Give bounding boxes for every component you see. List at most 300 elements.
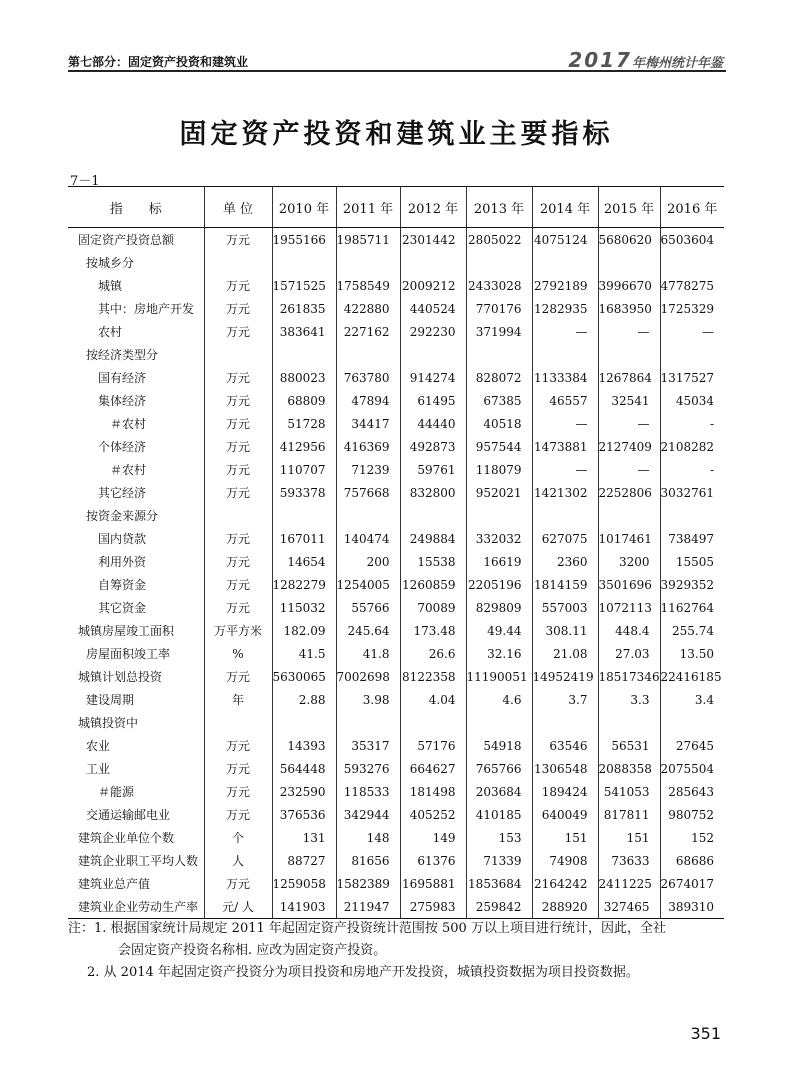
row-value-cell: 73633	[598, 849, 660, 872]
row-indicator-name: 城镇	[98, 279, 123, 293]
row-value-cell	[660, 343, 724, 366]
row-value-cell: 203684	[466, 780, 532, 803]
table-row	[68, 366, 724, 389]
row-value-cell: 829809	[466, 596, 532, 619]
row-indicator-name: 农业	[86, 739, 111, 753]
row-value-cell	[400, 504, 466, 527]
row-value-cell: —	[532, 320, 598, 343]
row-unit: 万元	[204, 297, 272, 320]
row-value-cell: 1254005	[336, 573, 400, 596]
row-value-cell: 4.6	[466, 688, 532, 711]
row-value-cell: 2805022	[466, 228, 532, 252]
row-unit: 万元	[204, 757, 272, 780]
row-value-cell	[598, 251, 660, 274]
header-year: 2012 年	[400, 187, 466, 228]
row-value-cell: 492873	[400, 435, 466, 458]
row-value-cell: 4075124	[532, 228, 598, 252]
row-value-cell: 817811	[598, 803, 660, 826]
row-indicator-name: 交通运输邮电业	[86, 808, 171, 822]
table-row	[68, 389, 724, 412]
row-unit: 万元	[204, 228, 272, 252]
page-title: 固定资产投资和建筑业主要指标	[179, 119, 614, 150]
row-value-cell	[466, 711, 532, 734]
row-value-cell: 763780	[336, 366, 400, 389]
row-value-cell	[466, 343, 532, 366]
row-value-cell: 8122358	[400, 665, 466, 688]
row-value-cell: 1162764	[660, 596, 724, 619]
row-unit: %	[204, 642, 272, 665]
row-value-cell: 1683950	[598, 297, 660, 320]
row-indicator-name: 利用外资	[98, 555, 147, 569]
row-indicator-name: 工业	[86, 762, 111, 776]
row-value-cell: 765766	[466, 757, 532, 780]
row-indicator-name: 国有经济	[98, 371, 147, 385]
row-value-cell: —	[532, 412, 598, 435]
row-value-cell	[272, 251, 336, 274]
row-indicator-name: 建筑业总产值	[78, 877, 151, 891]
row-value-cell: 5680620	[598, 228, 660, 252]
row-unit: 个	[204, 826, 272, 849]
row-value-cell	[336, 343, 400, 366]
row-value-cell: 1695881	[400, 872, 466, 895]
row-value-cell: 1267864	[598, 366, 660, 389]
book-year: 2017	[568, 48, 632, 72]
row-value-cell: 173.48	[400, 619, 466, 642]
row-indicator-name: 个体经济	[98, 440, 147, 454]
row-unit: 万元	[204, 458, 272, 481]
row-unit: 万元	[204, 320, 272, 343]
row-indicator-name: 城镇投资中	[78, 716, 139, 730]
row-value-cell: 1571525	[272, 274, 336, 297]
row-value-cell: 2164242	[532, 872, 598, 895]
row-value-cell: 118079	[466, 458, 532, 481]
row-value-cell: 27645	[660, 734, 724, 757]
table-row	[68, 688, 724, 711]
row-value-cell: —	[532, 458, 598, 481]
row-unit: 元/ 人	[204, 895, 272, 919]
row-value-cell: 389310	[660, 895, 724, 919]
row-value-cell	[598, 343, 660, 366]
row-value-cell: 914274	[400, 366, 466, 389]
header-year: 2015 年	[598, 187, 660, 228]
row-value-cell: 261835	[272, 297, 336, 320]
row-value-cell: 15538	[400, 550, 466, 573]
table-row	[68, 504, 724, 527]
table-row	[68, 251, 724, 274]
table-number: 7－1	[70, 174, 100, 189]
table-row	[68, 895, 724, 919]
row-value-cell: 1955166	[272, 228, 336, 252]
row-value-cell: 7002698	[336, 665, 400, 688]
row-value-cell: 383641	[272, 320, 336, 343]
row-unit	[204, 504, 272, 527]
row-value-cell	[598, 711, 660, 734]
row-value-cell: 81656	[336, 849, 400, 872]
row-value-cell: 376536	[272, 803, 336, 826]
row-value-cell: 151	[598, 826, 660, 849]
row-value-cell: 371994	[466, 320, 532, 343]
row-value-cell: 2792189	[532, 274, 598, 297]
row-value-cell: 564448	[272, 757, 336, 780]
row-value-cell: 1259058	[272, 872, 336, 895]
row-value-cell: 46557	[532, 389, 598, 412]
footnotes	[68, 918, 728, 984]
table-row	[68, 527, 724, 550]
row-value-cell	[466, 251, 532, 274]
row-value-cell: 59761	[400, 458, 466, 481]
row-value-cell: 952021	[466, 481, 532, 504]
row-value-cell: 41.8	[336, 642, 400, 665]
row-value-cell: 88727	[272, 849, 336, 872]
row-value-cell: 151	[532, 826, 598, 849]
row-value-cell: 32.16	[466, 642, 532, 665]
row-value-cell: 2009212	[400, 274, 466, 297]
row-value-cell: 182.09	[272, 619, 336, 642]
row-unit: 年	[204, 688, 272, 711]
row-value-cell: 422880	[336, 297, 400, 320]
row-unit: 万元	[204, 872, 272, 895]
row-value-cell: 259842	[466, 895, 532, 919]
row-unit: 万元	[204, 527, 272, 550]
row-value-cell: 3929352	[660, 573, 724, 596]
row-value-cell: 275983	[400, 895, 466, 919]
row-value-cell: 71339	[466, 849, 532, 872]
row-value-cell	[532, 711, 598, 734]
row-value-cell: 770176	[466, 297, 532, 320]
row-value-cell: 15505	[660, 550, 724, 573]
row-value-cell: 32541	[598, 389, 660, 412]
row-value-cell: 140474	[336, 527, 400, 550]
row-value-cell: 288920	[532, 895, 598, 919]
table-row	[68, 297, 724, 320]
row-value-cell: 44440	[400, 412, 466, 435]
table-row	[68, 826, 724, 849]
row-unit: 万元	[204, 435, 272, 458]
row-value-cell: 1725329	[660, 297, 724, 320]
row-indicator-name: 城镇房屋竣工面积	[78, 624, 175, 638]
row-value-cell: 3.7	[532, 688, 598, 711]
row-value-cell: 3.98	[336, 688, 400, 711]
section-header: 第七部分：固定资产投资和建筑业	[68, 55, 249, 69]
row-value-cell: 67385	[466, 389, 532, 412]
table-row	[68, 849, 724, 872]
row-value-cell	[336, 711, 400, 734]
row-value-cell: 41.5	[272, 642, 336, 665]
row-indicator-name: 集体经济	[98, 394, 147, 408]
row-indicator-name: ＃能源	[98, 785, 135, 799]
row-value-cell: 18517346	[598, 665, 660, 688]
row-value-cell: 1421302	[532, 481, 598, 504]
table-row	[68, 228, 724, 252]
row-value-cell: 70089	[400, 596, 466, 619]
row-value-cell: 110707	[272, 458, 336, 481]
row-value-cell: 980752	[660, 803, 724, 826]
row-unit: 万元	[204, 274, 272, 297]
row-value-cell: 55766	[336, 596, 400, 619]
row-value-cell	[532, 504, 598, 527]
table-row	[68, 320, 724, 343]
row-value-cell: 2205196	[466, 573, 532, 596]
row-value-cell: 47894	[336, 389, 400, 412]
row-value-cell: 627075	[532, 527, 598, 550]
row-value-cell: -	[660, 412, 724, 435]
row-value-cell: 448.4	[598, 619, 660, 642]
row-value-cell: 255.74	[660, 619, 724, 642]
row-value-cell: 3.3	[598, 688, 660, 711]
row-unit: 万元	[204, 734, 272, 757]
row-value-cell: 2674017	[660, 872, 724, 895]
row-value-cell: 11190051	[466, 665, 532, 688]
row-value-cell: 149	[400, 826, 466, 849]
row-value-cell: 327465	[598, 895, 660, 919]
row-indicator-name: 建设周期	[86, 693, 135, 707]
row-value-cell: 152	[660, 826, 724, 849]
row-value-cell: 115032	[272, 596, 336, 619]
row-value-cell: 2411225	[598, 872, 660, 895]
row-unit: 万元	[204, 366, 272, 389]
row-unit: 万元	[204, 803, 272, 826]
row-indicator-name: 房屋面积竣工率	[86, 647, 171, 661]
row-value-cell: 71239	[336, 458, 400, 481]
row-value-cell	[336, 504, 400, 527]
row-value-cell: 14952419	[532, 665, 598, 688]
row-indicator-name: 其它经济	[98, 486, 147, 500]
row-value-cell: 342944	[336, 803, 400, 826]
row-indicator-name: 按城乡分	[86, 256, 135, 270]
table-row	[68, 780, 724, 803]
row-value-cell: 148	[336, 826, 400, 849]
row-value-cell: 4778275	[660, 274, 724, 297]
row-value-cell: 49.44	[466, 619, 532, 642]
row-unit: 人	[204, 849, 272, 872]
table-header-row	[68, 187, 724, 228]
header-year: 2010 年	[272, 187, 336, 228]
row-value-cell: 640049	[532, 803, 598, 826]
row-value-cell	[400, 711, 466, 734]
note-2: 2. 从 2014 年起固定资产投资分为项目投资和房地产开发投资，城镇投资数据为项目投资数据。	[87, 965, 639, 980]
row-value-cell: 63546	[532, 734, 598, 757]
row-value-cell: 61376	[400, 849, 466, 872]
table-row	[68, 711, 724, 734]
table-row	[68, 596, 724, 619]
row-value-cell: 35317	[336, 734, 400, 757]
indicators-table	[68, 186, 724, 919]
row-value-cell: 2433028	[466, 274, 532, 297]
row-value-cell	[660, 251, 724, 274]
row-value-cell: 45034	[660, 389, 724, 412]
row-value-cell: 74908	[532, 849, 598, 872]
row-value-cell: 1473881	[532, 435, 598, 458]
page-number: 351	[690, 1024, 721, 1043]
row-value-cell: 21.08	[532, 642, 598, 665]
row-value-cell: 1814159	[532, 573, 598, 596]
row-value-cell: 440524	[400, 297, 466, 320]
row-value-cell: 34417	[336, 412, 400, 435]
row-value-cell: 2088358	[598, 757, 660, 780]
book-title-header	[568, 48, 723, 72]
header-year: 2016 年	[660, 187, 724, 228]
row-value-cell: 232590	[272, 780, 336, 803]
row-value-cell: 828072	[466, 366, 532, 389]
row-value-cell: 738497	[660, 527, 724, 550]
row-value-cell: 227162	[336, 320, 400, 343]
row-unit: 万元	[204, 481, 272, 504]
row-value-cell: 2360	[532, 550, 598, 573]
row-value-cell: —	[598, 320, 660, 343]
table-row	[68, 412, 724, 435]
table-row	[68, 274, 724, 297]
table-row	[68, 734, 724, 757]
row-value-cell	[400, 343, 466, 366]
row-value-cell: —	[660, 320, 724, 343]
header-indicator: 指 标	[68, 187, 204, 228]
row-value-cell: 412956	[272, 435, 336, 458]
table-row	[68, 435, 724, 458]
row-value-cell: 285643	[660, 780, 724, 803]
row-value-cell	[660, 711, 724, 734]
row-unit	[204, 251, 272, 274]
row-value-cell: 16619	[466, 550, 532, 573]
row-value-cell: 249884	[400, 527, 466, 550]
row-indicator-name: 建筑企业职工平均人数	[78, 854, 199, 868]
row-value-cell: 664627	[400, 757, 466, 780]
row-value-cell: 13.50	[660, 642, 724, 665]
row-value-cell: 332032	[466, 527, 532, 550]
table-row	[68, 757, 724, 780]
row-value-cell: 405252	[400, 803, 466, 826]
row-value-cell: 1306548	[532, 757, 598, 780]
table-row	[68, 642, 724, 665]
row-value-cell: 3032761	[660, 481, 724, 504]
row-value-cell: 1758549	[336, 274, 400, 297]
row-value-cell	[272, 711, 336, 734]
book-title: 年梅州统计年鉴	[631, 56, 723, 71]
row-value-cell: 416369	[336, 435, 400, 458]
row-unit: 万元	[204, 596, 272, 619]
row-value-cell: 1282935	[532, 297, 598, 320]
row-unit: 万平方米	[204, 619, 272, 642]
row-value-cell: 6503604	[660, 228, 724, 252]
row-value-cell: 3996670	[598, 274, 660, 297]
row-value-cell: 167011	[272, 527, 336, 550]
header-year: 2011 年	[336, 187, 400, 228]
row-value-cell: 56531	[598, 734, 660, 757]
row-value-cell: 2301442	[400, 228, 466, 252]
row-value-cell: 1282279	[272, 573, 336, 596]
row-value-cell: 410185	[466, 803, 532, 826]
row-indicator-name: 自筹资金	[98, 578, 147, 592]
row-value-cell: 1985711	[336, 228, 400, 252]
row-value-cell: 832800	[400, 481, 466, 504]
row-value-cell: 131	[272, 826, 336, 849]
row-indicator-name: 固定资产投资总额	[78, 233, 175, 247]
row-value-cell	[532, 251, 598, 274]
row-value-cell: 1260859	[400, 573, 466, 596]
row-value-cell: 141903	[272, 895, 336, 919]
row-value-cell: -	[660, 458, 724, 481]
row-value-cell	[466, 504, 532, 527]
row-value-cell: 2127409	[598, 435, 660, 458]
table-body	[68, 228, 724, 919]
row-value-cell	[336, 251, 400, 274]
row-value-cell: 68809	[272, 389, 336, 412]
row-indicator-name: 建筑业企业劳动生产率	[68, 895, 204, 919]
row-indicator-name: 按资金来源分	[86, 509, 159, 523]
header-year: 2013 年	[466, 187, 532, 228]
row-indicator-name: 建筑企业单位个数	[78, 831, 175, 845]
row-value-cell: 957544	[466, 435, 532, 458]
table-row	[68, 550, 724, 573]
row-value-cell: 593378	[272, 481, 336, 504]
row-value-cell: 1133384	[532, 366, 598, 389]
row-indicator-name: 其它资金	[98, 601, 147, 615]
row-value-cell: 54918	[466, 734, 532, 757]
row-value-cell: 61495	[400, 389, 466, 412]
row-indicator-name: 按经济类型分	[86, 348, 159, 362]
row-value-cell: 292230	[400, 320, 466, 343]
row-indicator-name: ＃农村	[110, 417, 147, 431]
note-1-cont: 会固定资产投资名称相. 应改为固定资产投资。	[118, 943, 387, 958]
row-value-cell	[272, 343, 336, 366]
row-unit: 万元	[204, 665, 272, 688]
row-indicator-name: 国内贷款	[98, 532, 147, 546]
row-value-cell: 2108282	[660, 435, 724, 458]
row-value-cell: —	[598, 458, 660, 481]
row-value-cell: 5630065	[272, 665, 336, 688]
header-year: 2014 年	[532, 187, 598, 228]
row-value-cell: 40518	[466, 412, 532, 435]
row-value-cell: 118533	[336, 780, 400, 803]
row-value-cell	[400, 251, 466, 274]
table-row	[68, 573, 724, 596]
table-row	[68, 665, 724, 688]
row-value-cell	[272, 504, 336, 527]
note-1: 注：1. 根据国家统计局规定 2011 年起固定资产投资统计范围按 500 万以上项目进行统计，因此，全社	[68, 921, 666, 936]
row-value-cell: 593276	[336, 757, 400, 780]
row-value-cell: 2252806	[598, 481, 660, 504]
row-unit: 万元	[204, 389, 272, 412]
row-value-cell: 57176	[400, 734, 466, 757]
row-value-cell: 2075504	[660, 757, 724, 780]
row-unit: 万元	[204, 550, 272, 573]
row-value-cell: 308.11	[532, 619, 598, 642]
row-value-cell: 181498	[400, 780, 466, 803]
row-value-cell: 200	[336, 550, 400, 573]
row-value-cell	[660, 504, 724, 527]
row-value-cell: 1317527	[660, 366, 724, 389]
row-value-cell: 2.88	[272, 688, 336, 711]
row-value-cell: 211947	[336, 895, 400, 919]
row-unit: 万元	[204, 780, 272, 803]
row-indicator-name: ＃农村	[110, 463, 147, 477]
row-value-cell	[532, 343, 598, 366]
row-value-cell: 153	[466, 826, 532, 849]
row-value-cell: 27.03	[598, 642, 660, 665]
row-unit	[204, 343, 272, 366]
table-row	[68, 872, 724, 895]
row-indicator-name: 农村	[98, 325, 123, 339]
row-value-cell: 51728	[272, 412, 336, 435]
row-indicator-name: 其中：房地产开发	[98, 302, 195, 316]
table-row	[68, 481, 724, 504]
row-unit: 万元	[204, 412, 272, 435]
row-value-cell: 22416185	[660, 665, 724, 688]
row-value-cell: —	[598, 412, 660, 435]
row-indicator-name: 城镇计划总投资	[78, 670, 163, 684]
row-value-cell: 557003	[532, 596, 598, 619]
row-value-cell: 880023	[272, 366, 336, 389]
row-unit	[204, 711, 272, 734]
